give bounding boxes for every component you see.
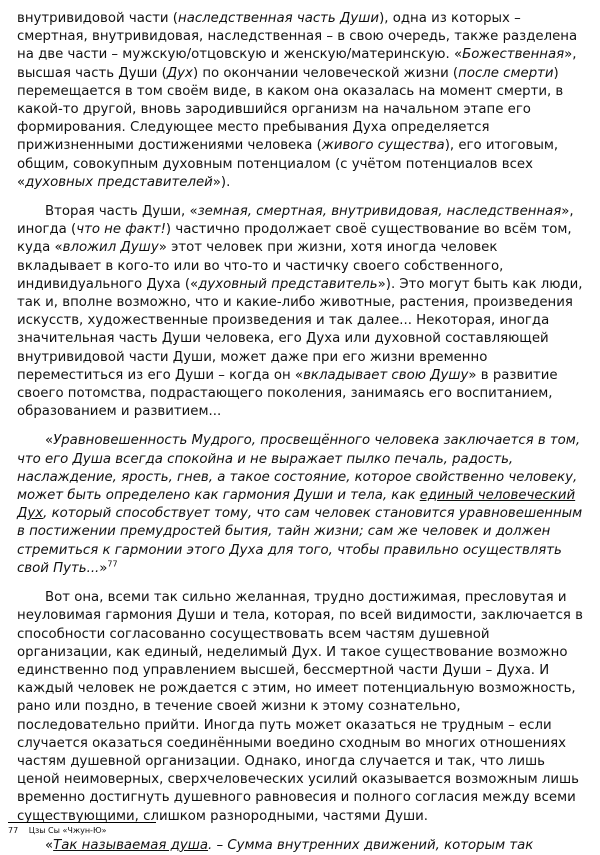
text-run: вкладывает свою Душу [303,367,469,383]
text-run: « [45,837,54,853]
text-run: живого существа [321,138,445,154]
text-run: ), его итоговым, общим, совокупным духовным потенциалом (с учётом потенциалов всех « [17,138,559,190]
text-run: »). [212,174,231,190]
text-run: , который способствует тому, что сам человек становится уравновешенным в постижении премудростей бытия, тайн жизни; сам же человек и должен стремиться к гармонии этого Духа для того, чтобы правильно осуществлять свой Путь... [17,506,583,576]
footnote [8,826,106,836]
footnote-number: 77 [8,826,19,835]
text-run: Божественная [462,47,565,63]
text-run: », высшая часть Души ( [17,47,577,81]
footnote-divider [8,822,156,823]
paragraph-1 [17,10,583,192]
footnote-text: Цзы Сы «Чжун-Ю» [28,826,107,835]
text-run: Так называемая душа [53,837,209,853]
text-run: внутривидовой части ( [17,11,178,26]
footnote-reference: 77 [107,559,118,569]
text-run: Вторая часть Души, « [45,204,198,220]
paragraph-4 [17,589,583,826]
text-run: »). Это могут быть как люди, так и, вполне возможно, что и какие-либо животные, растения, произведения искусств, художественные произведения и так далее... Некоторая, иногда значительная часть Души человека, его Духа или духовной составляющей внутривидовой части Души, может даже при его жизни временно переместиться из его Души – когда он « [17,276,583,383]
text-run: ), одна из которых – смертная, внутривидовая, наследственная – в свою очередь, также разделена на две части – мужскую/отцовскую и женскую/материнскую. « [17,11,578,63]
text-run: после смерти [458,65,554,81]
quote-paragraph [17,432,583,578]
text-run: « [45,433,54,449]
text-run: Уравновешенность Мудрого, просвещённого человека заключается в том, что его Душа всегда спокойна и не выражает пылко печаль, радость, наслаждение, ярость, гнев, а такое состояние, которое свойственно человеку, может быть определено как гармония Души и тела, как [17,433,581,504]
text-run: ) по окончании человеческой жизни ( [192,65,459,81]
text-run: духовных представителей [25,174,213,190]
text-run: ) перемещается в том своём виде, в каком она оказалась на момент смерти, в какой-то другой, вновь зародившийся организм на начальном этапе его формирования. Следующее место пребывания Духа определяется прижизненными достижениями человека ( [17,65,564,154]
text-run: духовный представитель [198,276,378,292]
text-run: земная, смертная, внутривидовая, наследственная [197,204,562,220]
text-run: », иногда ( [17,204,574,238]
text-run: . – Сумма внутренних движений, которым так [208,837,534,853]
text-run: » [99,560,108,576]
text-run: » этот человек при жизни, хотя иногда человек вкладывает в кого-то или во что-то и частичку своего собственного, индивидуального Духа (« [17,240,504,292]
paragraph-5 [17,837,583,855]
paragraph-2 [17,203,583,421]
text-run: Вот она, всеми так сильно желанная, трудно достижимая, пресловутая и неуловимая гармония Души и тела, которая, по всей видимости, заключается в способности согласованно сосуществовать всем частям душевной организации, как единый, неделимый Дух. И такое существование возможно единственно под управлением высшей, бессмертной части Души – Духа. И каждый человек не рождается с этим, но имеет потенциальную возможность, рано или поздно, в течение своей жизни к этому сознательно, последовательно прийти. Иногда путь может оказаться не трудным – если случается оказаться соединёнными воедино сходным во многих отношениях частям душевной организации. Однако, иногда случается и так, что лишь ценой неимоверных, сверхчеловеческих усилий оказывается возможным лишь временно достигнуть душевного равновесия и полного согласия между всеми существующими, слишком разнородными, частями Души. [17,590,583,824]
text-run: вложил Душу [62,240,159,256]
text-run: наследственная часть Души [178,11,380,26]
text-run: ) частично продолжает своё существование во всём том, куда « [17,222,572,256]
text-run: что не факт! [76,222,166,238]
text-run: единый человеческий Дух [17,488,576,522]
text-run: » в развитие своего потомства, подрастающего поколения, занимаясь его воспитанием, образованием и развитием... [17,367,558,420]
text-run: Дух [166,65,193,81]
